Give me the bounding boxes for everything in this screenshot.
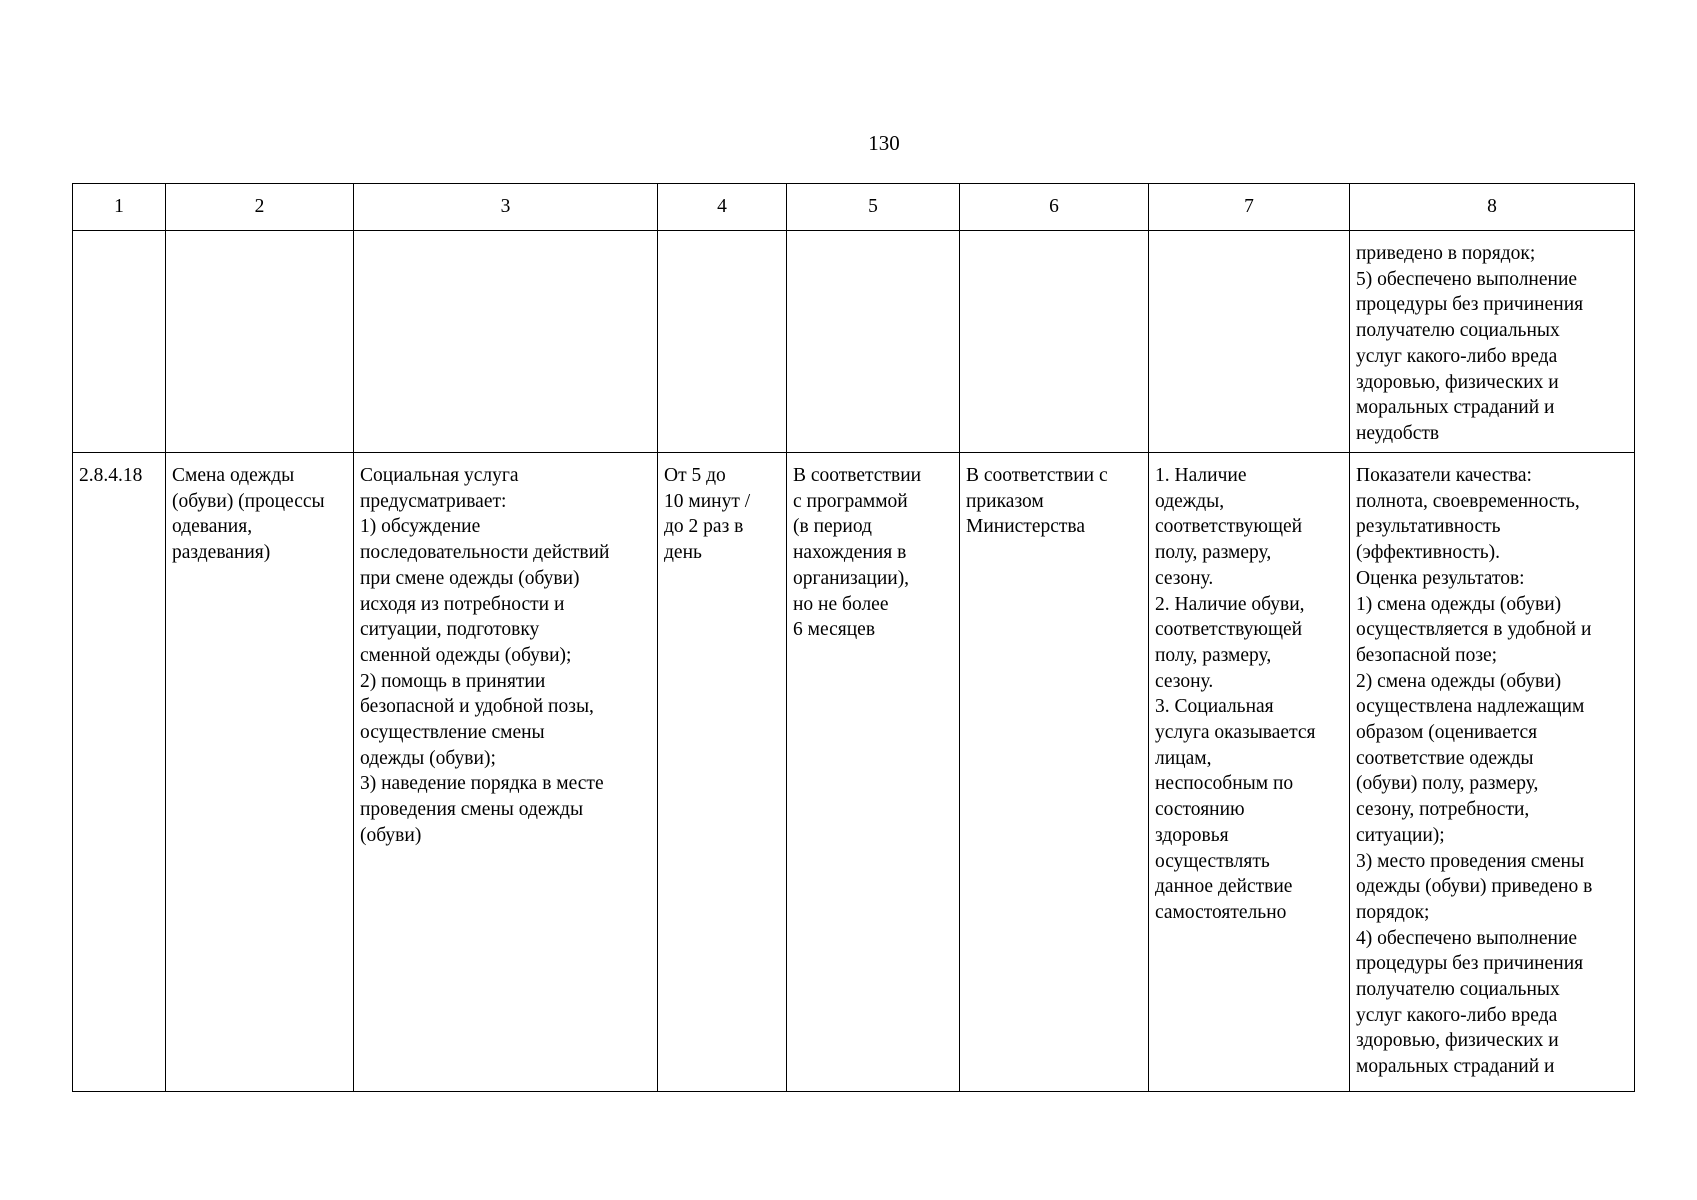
cell-text-line: осуществляется в удобной и <box>1356 619 1592 641</box>
cell-service-name <box>166 453 354 1092</box>
cell-text-line: одежды, <box>1155 490 1225 512</box>
cell-text-line: исходя из потребности и <box>360 593 565 615</box>
cell-text-line: до 2 раз в <box>664 516 744 538</box>
cell-text-line: безопасной и удобной позы, <box>360 696 594 718</box>
cell-text-line: неспособным по <box>1155 773 1294 795</box>
cell-text-line: лицам, <box>1155 747 1212 769</box>
cell-text-line: здоровья <box>1155 824 1229 846</box>
cell-text-line: (обуви) (процессы <box>172 490 325 512</box>
cell-text-line: (эффективность). <box>1356 542 1501 564</box>
cell-text-line: соответствующей <box>1155 516 1303 538</box>
table-row <box>73 453 1635 1092</box>
table-header-row <box>73 184 1635 231</box>
cell-text-line: процедуры без причинения <box>1356 953 1584 975</box>
cell-text-line: порядок; <box>1356 901 1430 923</box>
cell-text-line: но не более <box>793 593 889 615</box>
cell-text-line: здоровью, физических и <box>1356 371 1559 393</box>
column-header-3: 3 <box>354 184 658 231</box>
cell-text-line: В соответствии с <box>966 465 1108 486</box>
cell-text-line: Смена одежды <box>172 465 295 486</box>
cell-text-line: 1. Наличие <box>1155 465 1247 486</box>
cell-text-line: безопасной позе; <box>1356 644 1498 666</box>
cell-text-line: услуг какого-либо вреда <box>1356 1004 1558 1026</box>
cell-quality-indicators <box>1350 231 1635 453</box>
cell-text-line: (обуви) полу, размеру, <box>1356 773 1539 795</box>
cell-text-line: Социальная услуга <box>360 465 519 486</box>
cell-text-line: образом (оценивается <box>1356 722 1538 744</box>
cell-text-line: 10 минут / <box>664 490 751 512</box>
cell-text-line: данное действие <box>1155 876 1293 898</box>
cell-text-line: раздевания) <box>172 542 271 564</box>
cell-text-line: с программой <box>793 490 908 512</box>
cell-period <box>787 231 960 453</box>
cell-text-line: процедуры без причинения <box>1356 294 1584 316</box>
cell-text-line: 6 месяцев <box>793 619 876 641</box>
cell-text-line: Показатели качества: <box>1356 465 1532 486</box>
cell-text-line: Оценка результатов: <box>1356 567 1525 589</box>
column-header-5: 5 <box>787 184 960 231</box>
cell-description <box>354 231 658 453</box>
cell-text-line: полнота, своевременность, <box>1356 490 1580 512</box>
cell-text-line: сезону, потребности, <box>1356 799 1530 821</box>
cell-text-line: 1) обсуждение <box>360 516 481 538</box>
cell-text-line: сменной одежды (обуви); <box>360 644 572 666</box>
cell-text-line: сезону. <box>1155 670 1214 692</box>
cell-text-line: соответствие одежды <box>1356 747 1534 769</box>
cell-text-line: приведено в порядок; <box>1356 243 1536 264</box>
cell-text-line: приказом <box>966 490 1044 512</box>
cell-quality-indicators <box>1350 453 1635 1092</box>
cell-text-line: последовательности действий <box>360 542 610 564</box>
cell-duration <box>658 231 787 453</box>
cell-text-line: 3) место проведения смены <box>1356 850 1585 872</box>
cell-text-line: состоянию <box>1155 799 1245 821</box>
cell-text-line: услуга оказывается <box>1155 722 1316 744</box>
cell-conditions <box>1149 453 1350 1092</box>
cell-service-name <box>166 231 354 453</box>
cell-text-line: соответствующей <box>1155 619 1303 641</box>
cell-text-line: получателю социальных <box>1356 979 1560 1001</box>
column-header-6: 6 <box>960 184 1149 231</box>
cell-text-line: одевания, <box>172 516 253 538</box>
cell-text-line: В соответствии <box>793 465 922 486</box>
cell-text-line: организации), <box>793 567 910 589</box>
page-number: 130 <box>868 131 900 155</box>
cell-text-line: ситуации, подготовку <box>360 619 540 641</box>
cell-text-line: при смене одежды (обуви) <box>360 567 580 589</box>
cell-tariff <box>960 231 1149 453</box>
cell-text-line: моральных страданий и <box>1356 397 1555 419</box>
services-table <box>72 183 1635 1092</box>
table-row-continuation <box>73 231 1635 453</box>
cell-text-line: (обуви) <box>360 824 422 846</box>
column-header-1: 1 <box>73 184 166 231</box>
cell-text-line: предусматривает: <box>360 490 507 512</box>
cell-text-line: 2) помощь в принятии <box>360 670 546 692</box>
cell-text-line: 1) смена одежды (обуви) <box>1356 593 1562 615</box>
column-header-8: 8 <box>1350 184 1635 231</box>
cell-text-line: полу, размеру, <box>1155 542 1272 564</box>
cell-text-line: 2.8.4.18 <box>79 465 143 486</box>
cell-text-line: здоровью, физических и <box>1356 1030 1559 1052</box>
cell-text-line: Министерства <box>966 516 1086 538</box>
cell-period <box>787 453 960 1092</box>
cell-text-line: 3. Социальная <box>1155 696 1274 718</box>
cell-text-line: неудобств <box>1356 422 1440 444</box>
cell-text-line: осуществление смены <box>360 722 545 744</box>
cell-text-line: (в период <box>793 516 872 538</box>
column-header-2: 2 <box>166 184 354 231</box>
cell-text-line: одежды (обуви); <box>360 747 496 769</box>
cell-text-line: 5) обеспечено выполнение <box>1356 268 1578 290</box>
cell-number <box>73 231 166 453</box>
cell-text-line: получателю социальных <box>1356 320 1560 342</box>
cell-text-line: результативность <box>1356 516 1501 538</box>
cell-number <box>73 453 166 1092</box>
cell-text-line: проведения смены одежды <box>360 799 584 821</box>
cell-text-line: осуществлять <box>1155 850 1270 872</box>
cell-text-line: 2. Наличие обуви, <box>1155 593 1305 615</box>
cell-text-line: 3) наведение порядка в месте <box>360 773 604 795</box>
cell-text-line: нахождения в <box>793 542 907 564</box>
cell-text-line: одежды (обуви) приведено в <box>1356 876 1593 898</box>
cell-text-line: 4) обеспечено выполнение <box>1356 927 1578 949</box>
cell-text-line: полу, размеру, <box>1155 644 1272 666</box>
cell-description <box>354 453 658 1092</box>
cell-text-line: сезону. <box>1155 567 1214 589</box>
cell-text-line: моральных страданий и <box>1356 1056 1555 1078</box>
cell-text-line: осуществлена надлежащим <box>1356 696 1585 718</box>
cell-conditions <box>1149 231 1350 453</box>
cell-text-line: От 5 до <box>664 465 726 486</box>
cell-text-line: самостоятельно <box>1155 901 1287 923</box>
column-header-7: 7 <box>1149 184 1350 231</box>
column-header-4: 4 <box>658 184 787 231</box>
cell-text-line: ситуации); <box>1356 824 1445 846</box>
cell-text-line: 2) смена одежды (обуви) <box>1356 670 1562 692</box>
cell-text-line: услуг какого-либо вреда <box>1356 345 1558 367</box>
cell-tariff <box>960 453 1149 1092</box>
cell-duration <box>658 453 787 1092</box>
cell-text-line: день <box>664 542 702 564</box>
